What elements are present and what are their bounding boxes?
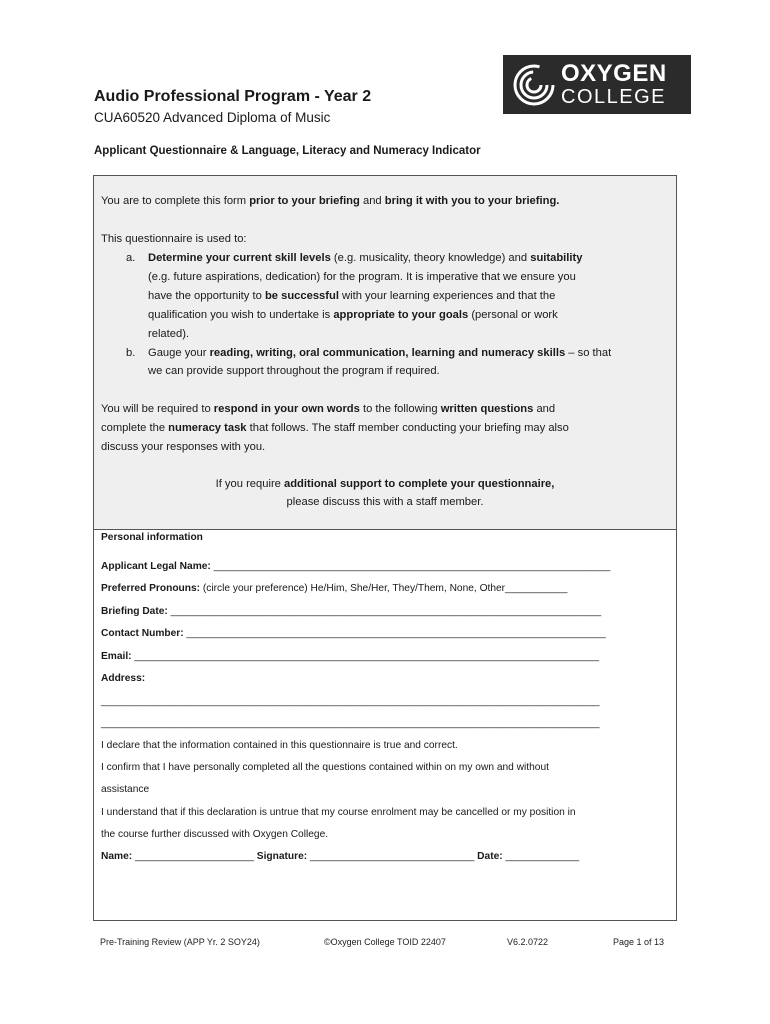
declaration-1: I declare that the information contained in this questionnaire is true and correct. (101, 740, 458, 751)
form-box (93, 175, 677, 921)
page-subtitle: CUA60520 Advanced Diploma of Music (94, 110, 331, 125)
footer-page-number: Page 1 of 13 (613, 937, 665, 947)
intro-panel (94, 176, 676, 530)
item-a-line-4: qualification you wish to undertake is appropriate to your goals (personal or work (148, 309, 558, 321)
intro-paragraph-1: You are to complete this form prior to your briefing and bring it with you to your briefing. (101, 195, 560, 207)
declaration-2: I confirm that I have personally completed all the questions contained within on my own and without (101, 762, 549, 773)
declaration-2-cont: assistance (101, 784, 150, 795)
item-a-line-1: Determine your current skill levels (e.g. musicality, theory knowledge) and suitability (148, 252, 583, 264)
support-notice-line-1: If you require additional support to complete your questionnaire, (215, 478, 555, 490)
address-label: Address: (101, 673, 146, 684)
intro-paragraph-3-line-3: discuss your responses with you. (101, 441, 266, 453)
list-marker-a: a. (126, 252, 136, 264)
intro-paragraph-2: This questionnaire is used to: (101, 233, 247, 245)
list-marker-b: b. (126, 347, 136, 359)
intro-paragraph-3-line-1: You will be required to respond in your own words to the following written questions and (101, 403, 556, 415)
item-a-line-3: have the opportunity to be successful with your learning experiences and that the (148, 290, 556, 302)
footer-document-code: Pre-Training Review (APP Yr. 2 SOY24) (100, 937, 260, 947)
signature-row[interactable]: Name: _____________________ Signature: _____________________________ Date: _____________ (101, 851, 580, 862)
pronouns-field[interactable]: Preferred Pronouns: (circle your preference) He/Him, She/Her, They/Them, None, Other___________ (101, 583, 568, 594)
contact-number-field[interactable]: Contact Number: __________________________________________________________________________ (101, 628, 606, 639)
logo-text-oxygen: OXYGEN (561, 60, 667, 87)
address-line-2[interactable]: ________________________________________________________________________________________ (101, 718, 600, 729)
footer-copyright: ©Oxygen College TOID 22407 (324, 937, 446, 947)
email-field[interactable]: Email: __________________________________________________________________________________ (101, 651, 600, 662)
page-title: Audio Professional Program - Year 2 (94, 88, 372, 105)
legal-name-field[interactable]: Applicant Legal Name: ______________________________________________________________________ (101, 561, 611, 572)
item-b-line-1: Gauge your reading, writing, oral communication, learning and numeracy skills – so that (148, 347, 612, 359)
item-b-line-2: we can provide support throughout the program if required. (148, 365, 440, 377)
swirl-icon (513, 64, 555, 106)
footer-version: V6.2.0722 (507, 937, 549, 947)
address-line-1[interactable]: ________________________________________________________________________________________ (101, 696, 600, 707)
oxygen-college-logo (503, 55, 691, 114)
form-heading: Applicant Questionnaire & Language, Literacy and Numeracy Indicator (94, 145, 481, 157)
logo-text-college: COLLEGE (561, 86, 666, 108)
declaration-3-cont: the course further discussed with Oxygen College. (101, 829, 329, 840)
declaration-3: I understand that if this declaration is untrue that my course enrolment may be cancelled or my position in (101, 807, 576, 818)
briefing-date-field[interactable]: Briefing Date: ____________________________________________________________________________ (101, 606, 602, 617)
intro-paragraph-3-line-2: complete the numeracy task that follows. The staff member conducting your briefing may also (101, 422, 569, 434)
personal-info-heading: Personal information (101, 532, 203, 543)
item-a-line-2: (e.g. future aspirations, dedication) for the program. It is imperative that we ensure you (148, 271, 576, 283)
support-notice-line-2: please discuss this with a staff member. (286, 496, 484, 508)
item-a-line-5: related). (148, 328, 190, 340)
